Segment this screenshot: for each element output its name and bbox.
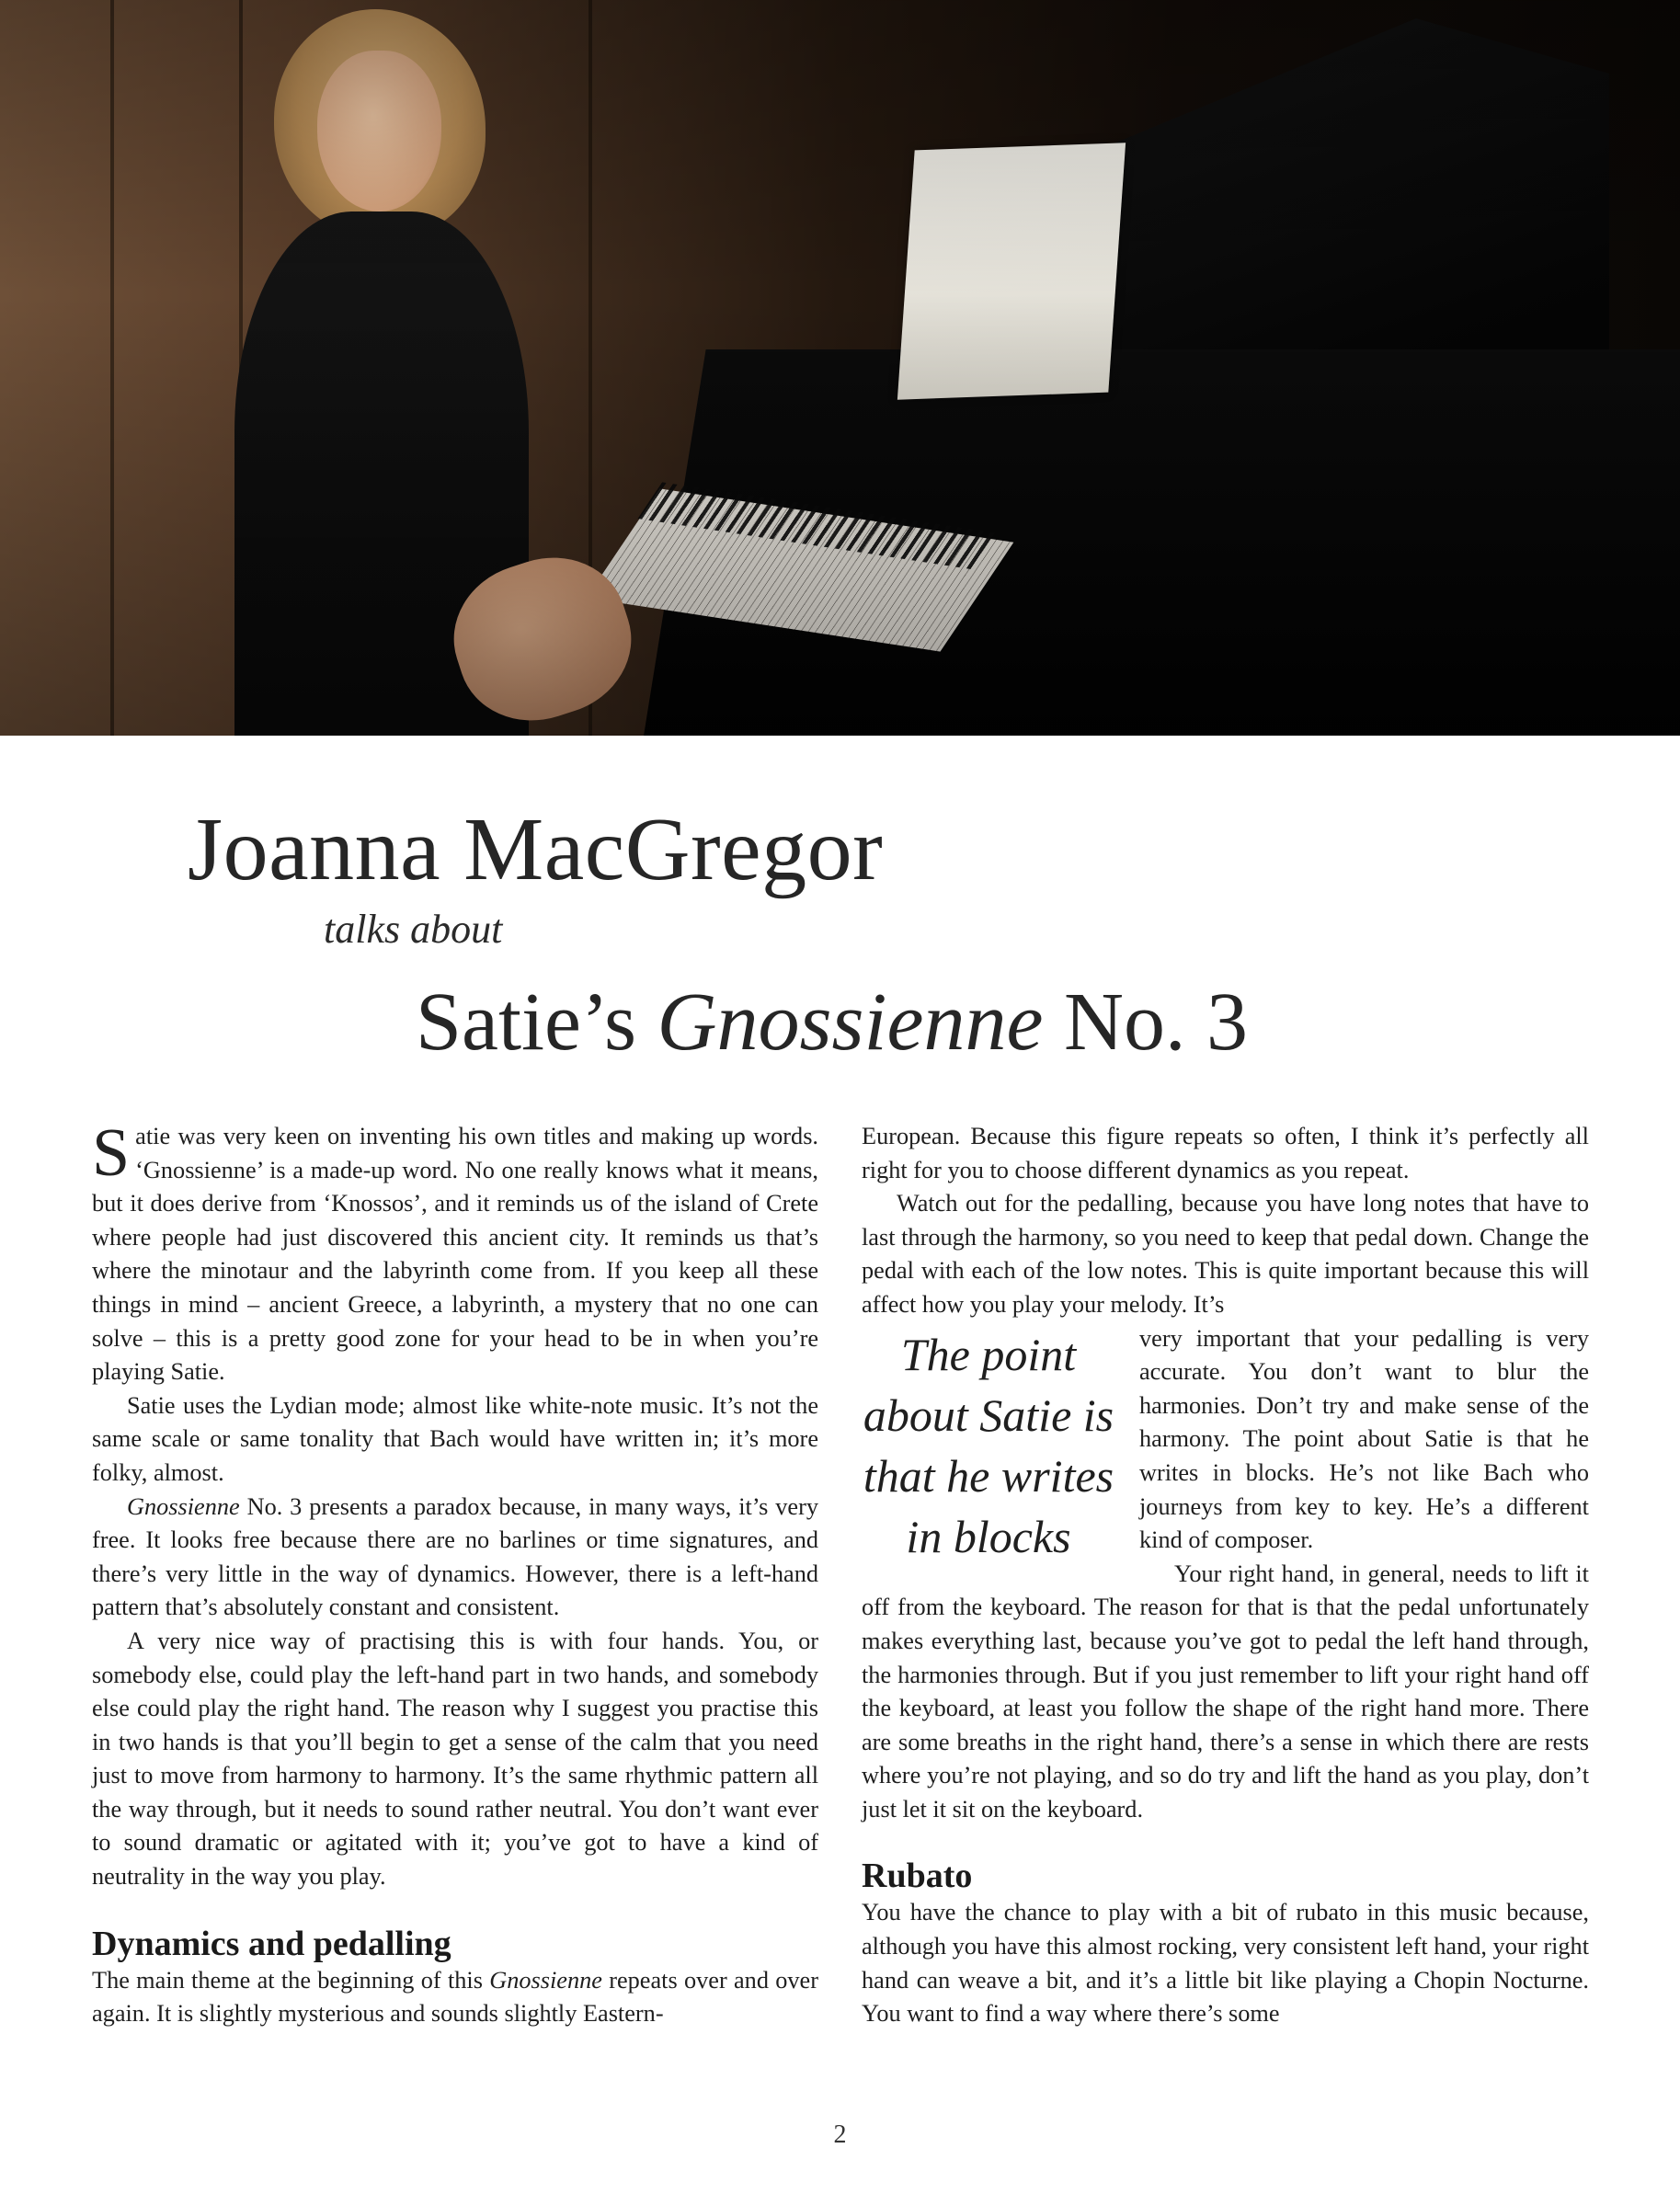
headline-talks-about: talks about	[324, 907, 503, 952]
hero-photo	[0, 0, 1680, 736]
subheading-rubato: Rubato	[862, 1857, 973, 1896]
paragraph: You have the chance to play with a bit of rubato in this music because, although you have this almost rocking, very consistent left hand, your right hand can weave a bit, and it’s a little bit like playing a Chopin Nocturne. You want to find a way where there’s some	[862, 1899, 1589, 2028]
right-column	[862, 1120, 1589, 2031]
left-column	[92, 1115, 818, 2031]
paragraph: Watch out for the pedalling, because you have long notes that have to last through the harmony, so you need to keep that pedal down. Change the pedal with each of the low notes. This is quite important because this will affect how you play your melody. It’s	[862, 1190, 1589, 1318]
paragraph	[92, 1491, 818, 1625]
paragraph: Satie uses the Lydian mode; almost like white-note music. It’s not the same scale or same tonality that Bach would have written in; it’s more folky, almost.	[92, 1391, 818, 1486]
paragraph-text: repeats over and over again. It is slightly mysterious and sounds slightly Eastern-	[92, 1966, 818, 2028]
paragraph: A very nice way of practising this is with four hands. You, or somebody else, could play the left-hand part in two hands, and somebody else could play the right hand. The reason why I suggest you practise this in two hands is that you’ll begin to get a sense of the calm that you need just to move from harmony to harmony. It’s the same rhythmic pattern all the way through, but it needs to sound rather neutral. You don’t want ever to sound dramatic or agitated with it; you’ve got to have a kind of neutrality in the way you play.	[92, 1627, 818, 1891]
work-title-prefix: Satie’s	[416, 977, 657, 1068]
italic-title: Gnossienne	[127, 1492, 240, 1520]
photo-shading	[0, 0, 1680, 736]
pull-quote: The point about Satie is that he writes in blocks	[863, 1328, 1114, 1562]
paragraph-text: No. 3 presents a paradox because, in many ways, it’s very free. It looks free because there are no barlines or time signatures, and there’s very little in the way of dynamics. However, there is a left-hand pattern that’s absolutely constant and consistent.	[92, 1492, 818, 1621]
paragraph-text: atie was very keen on inventing his own titles and making up words. ‘Gnossienne’ is a made-up word. No one really knows what it means, but it does derive from ‘Knossos’, and it reminds us of the island of Crete where people had just discovered this ancient city. It reminds us that’s where the minotaur and the labyrinth come from. If you keep all these things in mind – ancient Greece, a labyrinth, a mystery that no one can solve – this is a pretty good zone for your head to be in when you’re playing Satie.	[92, 1123, 818, 1386]
paragraph	[92, 1964, 818, 2031]
paragraph: very important that your pedalling is very accurate. You don’t want to blur the harmonies. Don’t try and make sense of the harmony. The point about Satie is that he writes in blocks. He’s not like Bach who journeys from key to key. He’s a different kind of composer.	[1139, 1324, 1589, 1554]
page-number: 2	[833, 2120, 847, 2149]
drop-cap: S	[92, 1115, 131, 1191]
italic-title: Gnossienne	[489, 1966, 602, 1994]
work-title-suffix: No. 3	[1043, 977, 1248, 1068]
paragraph	[92, 1115, 818, 1389]
headline-name: Joanna MacGregor	[188, 800, 884, 899]
headline-work-title	[416, 975, 1248, 1069]
work-title-italic: Gnossienne	[657, 977, 1044, 1068]
paragraph-text: The main theme at the beginning of this	[92, 1966, 490, 1994]
subheading-dynamics: Dynamics and pedalling	[92, 1924, 451, 1963]
paragraph: European. Because this figure repeats so often, I think it’s perfectly all right for you to choose different dynamics as you repeat.	[862, 1123, 1589, 1183]
paragraph: Your right hand, in general, needs to lift it off from the keyboard. The reason for that is that the pedal unfortunately makes everything last, because you’ve got to pedal the left hand through, the harmonies through. But if you just remember to lift your right hand off the keyboard, at least you follow the shape of the right hand more. There are some breaths in the right hand, there’s a sense in which there are rests where you’re not playing, and so do try and lift the hand as you play, don’t just let it sit on the keyboard.	[862, 1560, 1589, 1823]
